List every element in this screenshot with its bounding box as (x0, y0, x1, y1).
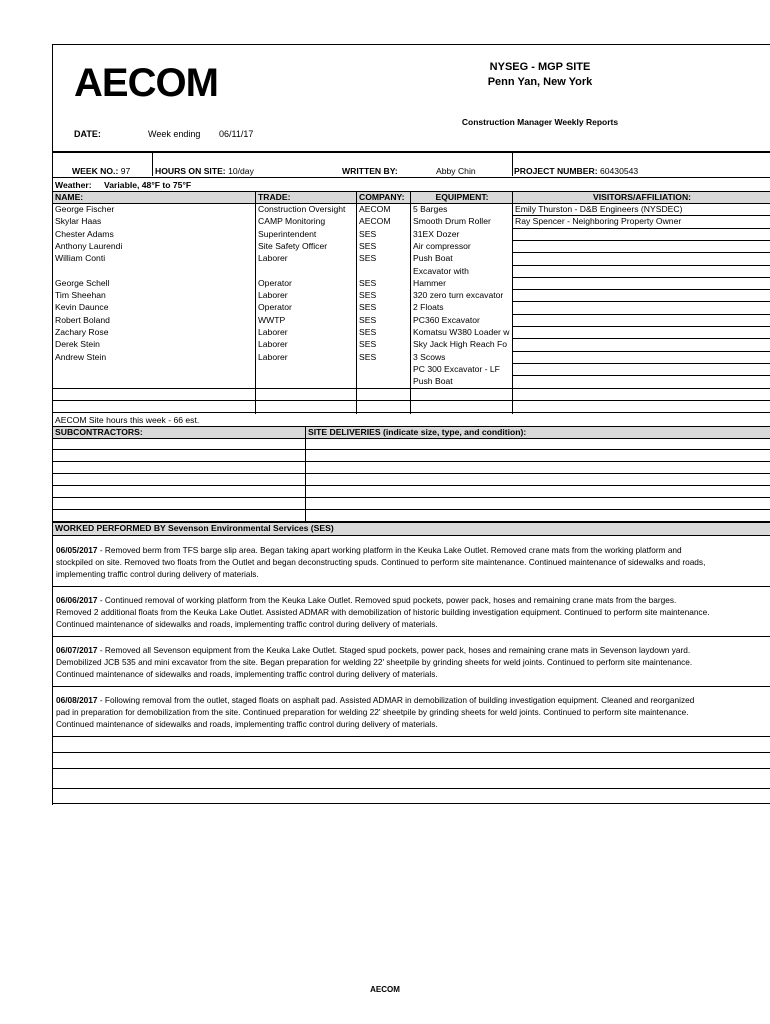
table-cell-equipment: Push Boat (413, 376, 453, 387)
table-cell-name: Anthony Laurendi (55, 240, 123, 251)
table-cell-equipment: Hammer (413, 277, 446, 288)
table-cell-trade: Operator (258, 302, 292, 313)
divider (512, 240, 770, 241)
aecom-logo-graphic (74, 64, 230, 100)
week-ending-value: 06/11/17 (219, 129, 254, 139)
divider (512, 412, 770, 413)
project-value: 60430543 (599, 166, 639, 176)
table-cell-company: SES (359, 339, 377, 350)
divider (53, 509, 770, 510)
week-number (72, 166, 130, 176)
deliveries-label: SITE DELIVERIES (indicate size, type, and condition): (308, 427, 527, 437)
table-cell-trade: Laborer (258, 290, 288, 301)
table-cell-equipment: PC 300 Excavator - LF (413, 363, 500, 374)
site-location: Penn Yan, New York (487, 76, 593, 88)
divider (53, 636, 770, 637)
divider (512, 351, 770, 352)
weather (55, 180, 191, 190)
written-by-value: Abby Chin (436, 166, 476, 176)
table-cell-company: SES (359, 228, 377, 239)
table-cell-trade: Laborer (258, 351, 288, 362)
work-entry (56, 694, 710, 730)
table-cell-trade: Laborer (258, 327, 288, 337)
work-entry-text: - Removed berm from TFS barge slip area. Began taking apart working platform in the Keuka Lake Outlet. Removed crane mats from the working platform and stockpiled on site. Removed two floats from the Outlet and began deconstructing spuds. Continued to perform site maintenance. Continued maintenance of sidewalks and roads, implementing traffic control during delivery of materials. (56, 545, 706, 579)
table-cell-equipment: Excavator with (413, 265, 469, 276)
table-cell-equipment: 5 Barges (413, 204, 448, 214)
divider (512, 252, 770, 253)
table-cell-name: William Conti (55, 253, 106, 264)
table-cell-equipment: PC360 Excavator (413, 314, 480, 325)
week-ending-label: Week ending (148, 129, 201, 139)
table-cell-equipment: Sky Jack High Reach Fo (413, 339, 508, 350)
divider (512, 301, 770, 302)
divider (53, 497, 770, 498)
table-cell-company: SES (359, 240, 377, 251)
divider (53, 768, 770, 769)
work-entry-text: - Following removal from the outlet, staged floats on asphalt pad. Assisted ADMAR in demobilization of building investigation equipment. Cleaned and reorganized pad in preparation for demobilization from the site. Continued preparation for welding 22' sheetpile by grinding sheets for weld joints. Continued to perform site maintenance. Continued maintenance of sidewalks and roads, implementing traffic control during delivery of materials. (56, 695, 695, 729)
divider (512, 277, 770, 278)
logo-wordmark: AECOM (74, 64, 218, 100)
divider (512, 152, 513, 176)
table-cell-name: George Schell (55, 277, 110, 288)
work-entry-date: 06/06/2017 (56, 595, 98, 605)
subcontractors-label: SUBCONTRACTORS: (55, 427, 143, 437)
work-entry (56, 544, 710, 580)
header-visitors: VISITORS/AFFILIATION: (592, 192, 692, 202)
site-hours: AECOM Site hours this week - 66 est. (55, 415, 200, 425)
divider (512, 400, 770, 401)
table-cell-name: Kevin Daunce (55, 302, 109, 313)
divider (152, 152, 153, 176)
work-entry (56, 594, 710, 630)
divider (512, 375, 770, 376)
table-cell-trade: WWTP (258, 314, 286, 325)
divider (53, 461, 770, 462)
table-cell-trade: CAMP Monitoring (258, 216, 326, 227)
weather-value: Variable, 48°F to 75°F (104, 180, 192, 190)
table-cell-name: Andrew Stein (55, 351, 107, 362)
divider (512, 265, 770, 266)
divider (512, 388, 770, 389)
divider (53, 686, 770, 687)
table-cell-trade: Superintendent (258, 228, 317, 239)
table-cell-trade: Construction Oversight (258, 204, 346, 214)
table-cell-visitors: Emily Thurston - D&B Engineers (NYSDEC) (515, 204, 683, 214)
divider (53, 449, 770, 450)
divider (53, 752, 770, 753)
table-cell-visitors: Ray Spencer - Neighboring Property Owner (515, 216, 682, 227)
divider (512, 289, 770, 290)
table-cell-equipment: 31EX Dozer (413, 228, 460, 239)
table-cell-equipment: 320 zero turn excavator (413, 290, 504, 301)
table-cell-company: SES (359, 277, 377, 288)
divider (512, 228, 770, 229)
divider (512, 191, 513, 414)
header-equipment: EQUIPMENT: (435, 192, 489, 202)
table-cell-equipment: 3 Scows (413, 351, 446, 362)
work-entry-text: - Continued removal of working platform from the Keuka Lake Outlet. Removed spud pockets, power pack, hoses and remaining crane mats from the barges. Removed 2 additional floats from the Keuka Lake Outlet. Assisted ADMAR with demobilization of historic building investigation equipment. Continued to perform site maintenance. Continued maintenance of sidewalks and roads, implementing traffic control during delivery of materials. (56, 595, 710, 629)
header-trade: TRADE: (258, 192, 291, 202)
weather-label: Weather: (55, 180, 92, 190)
table-cell-equipment: 2 Floats (413, 302, 444, 313)
project-label: PROJECT NUMBER: (514, 166, 598, 176)
header-name: NAME: (55, 192, 84, 202)
divider (255, 191, 256, 414)
table-cell-company: AECOM (359, 204, 391, 214)
table-cell-trade: Operator (258, 277, 292, 288)
footer-label: AECOM (370, 985, 400, 994)
hours-value: 10/day (228, 166, 254, 176)
divider (53, 473, 770, 474)
table-cell-equipment: Air compressor (413, 240, 471, 251)
week-label: WEEK NO.: (72, 166, 119, 176)
work-entry-date: 06/07/2017 (56, 645, 98, 655)
project-number (514, 166, 638, 176)
table-cell-name: Tim Sheehan (55, 290, 106, 301)
divider (512, 314, 770, 315)
report-type: Construction Manager Weekly Reports (461, 117, 619, 127)
work-entry (56, 644, 710, 680)
hours-label: HOURS ON SITE: (155, 166, 226, 176)
work-entry-text: - Removed all Sevenson equipment from the Keuka Lake Outlet. Staged spud pockets, power pack, hoses and remaining crane mats in Sevenson laydown yard. Demobilized JCB 535 and mini excavator from the site. Began preparation for welding 22' sheetpile by grinding sheets for weld joints. Continued to perform site maintenance. Continued maintenance of sidewalks and roads, implementing traffic control during delivery of materials. (56, 645, 693, 679)
table-cell-company: SES (359, 327, 377, 337)
table-cell-name: Chester Adams (55, 228, 114, 239)
date-label: DATE: (74, 129, 101, 139)
work-heading: WORKED PERFORMED BY Sevenson Environmental Services (SES) (55, 523, 334, 533)
table-cell-company: SES (359, 253, 377, 264)
divider (512, 338, 770, 339)
divider (410, 191, 411, 414)
table-cell-equipment: Smooth Drum Roller (413, 216, 491, 227)
table-cell-company: AECOM (359, 216, 391, 227)
divider (52, 151, 770, 153)
table-cell-company: SES (359, 351, 377, 362)
table-cell-equipment: Komatsu W380 Loader w (413, 327, 510, 337)
table-cell-trade: Laborer (258, 339, 288, 350)
divider (53, 803, 770, 804)
divider (53, 586, 770, 587)
week-value: 97 (120, 166, 131, 176)
table-cell-name: George Fischer (55, 204, 115, 214)
written-by-label: WRITTEN BY: (342, 166, 398, 176)
table-cell-trade: Site Safety Officer (258, 240, 328, 251)
table-cell-name: Robert Boland (55, 314, 110, 325)
table-cell-company: SES (359, 302, 377, 313)
divider (52, 177, 770, 178)
table-cell-company: SES (359, 290, 377, 301)
divider (53, 788, 770, 789)
work-entry-date: 06/05/2017 (56, 545, 98, 555)
divider (53, 485, 770, 486)
aecom-logo (74, 64, 230, 105)
table-cell-company: SES (359, 314, 377, 325)
hours-on-site (155, 166, 254, 176)
table-cell-name: Skylar Haas (55, 216, 102, 227)
divider (356, 191, 357, 414)
divider (512, 326, 770, 327)
site-title: NYSEG - MGP SITE (489, 61, 591, 73)
table-cell-name: Derek Stein (55, 339, 100, 350)
divider (512, 215, 770, 216)
divider (512, 363, 770, 364)
work-entry-date: 06/08/2017 (56, 695, 98, 705)
table-cell-trade: Laborer (258, 253, 288, 264)
table-cell-equipment: Push Boat (413, 253, 453, 264)
header-company: COMPANY: (359, 192, 405, 202)
table-cell-name: Zachary Rose (55, 327, 109, 337)
divider (53, 736, 770, 737)
